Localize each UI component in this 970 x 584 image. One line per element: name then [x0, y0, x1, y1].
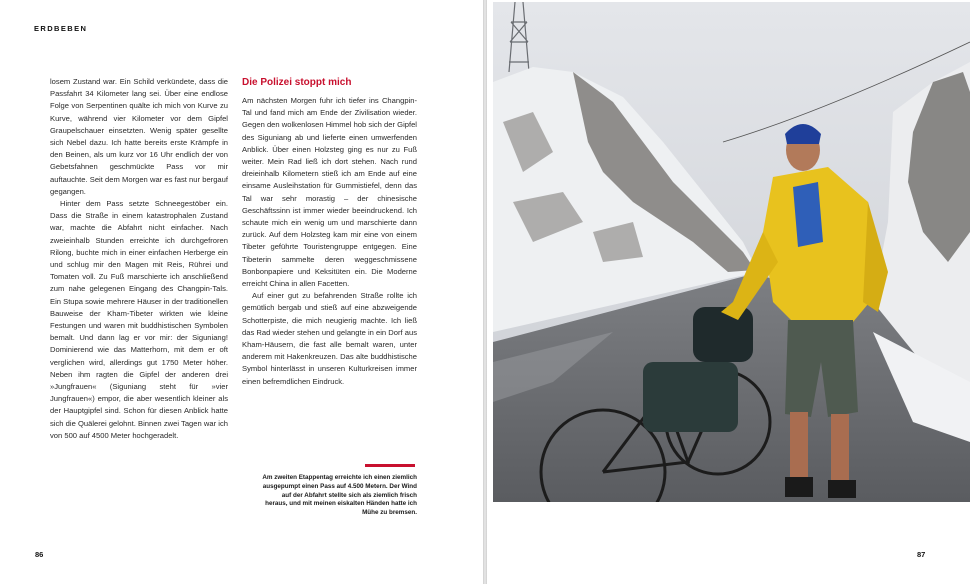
- left-text-column: [50, 76, 228, 442]
- paragraph: losem Zustand war. Ein Schild verkündete, dass die Passfahrt 34 Kilometer lang sei. Über eine endlose Folge von Serpentinen quälte ich mich von Kurve zu Kurve, während vier Kilometer vor dem Gipfel Graupelschauer einsetzten. Wenig später gesellte sich Nebel dazu. Ich hatte bereits erste Krämpfe in den Beinen, als um kurz vor 16 Uhr endlich der von Gebetsfahnen geschmückte Pass vor mir auftauchte. Seit dem Morgen war es fast nur bergauf gegangen.: [50, 77, 228, 196]
- paragraph: Hinter dem Pass setzte Schneegestöber ein. Dass die Straße in einem katastrophalen Zustand war, machte die Abfahrt nicht einfacher. Nach zweieinhalb Stunden erreichte ich durchgefroren Rilong, buchte mich in einer einfachen Herberge ein und schlug mir den Magen mit Reis, Rührei und Tomaten voll. Zu Fuß marschierte ich anschließend zum nahe gelegenen Eingang des Changpin-Tals. Ein Stupa sowie mehrere Häuser in der traditionellen Bauweise der Kham-Tibeter wirkten wie kleine Festungen und waren mit buddhistischen Symbolen bemalt. Und dann lag er vor mir: der Siguniang! Dominierend wie das Matterhorn, mit dem er oft verglichen wird, allerdings gut 1750 Meter höher. Neben ihm ragten die Gipfel der anderen drei »Jungfrauen« (Siguniang steht für »vier Jungfrauen«) empor, die aber wesentlich kleiner als der Hauptgipfel sind. Schon für diesen Anblick hatte sich die Quälerei gelohnt. Binnen zwei Tagen war ich von 500 auf 4500 Meter hochgeradelt.: [50, 199, 228, 440]
- right-page: [487, 0, 970, 584]
- cyclist-mountain-photo: [493, 2, 970, 502]
- page-number-right: 87: [917, 550, 926, 559]
- left-page: [0, 0, 483, 584]
- page-number-left: 86: [35, 550, 44, 559]
- paragraph: Am nächsten Morgen fuhr ich tiefer ins Changpin-Tal und fand mich am Ende der Zivilisation wieder. Gegen den wolkenlosen Himmel hob sich der Gipfel des Siguniang ab und lieferte einen umwerfenden Anblick. Über einen Holzsteg ging es nur zu Fuß weiter. Mein Rad ließ ich dort stehen. Nach rund dreieinhalb Kilometern stieß ich am Ende auf eine einsame Ausleihstation für Gummistiefel, denn das Tal war sehr morastig – der chinesische Geschäftssinn ist immer wieder beeindruckend. Ich schaute mich ein wenig um und marschierte dann zurück. Auf dem Holzsteg kam mir eine von einem Tibeter geführte Touristengruppe entgegen. Eine Tibeterin sammelte deren weggeschmissene Bonbonpapiere und Keksitüten ein. Die Moderne erreicht China in allen Facetten.: [242, 96, 417, 289]
- section-heading: Die Polizei stoppt mich: [242, 77, 352, 88]
- running-head: ERDBEBEN: [34, 24, 88, 33]
- photo-illustration: [493, 2, 970, 502]
- photo-caption: Am zweiten Etappentag erreichte ich einen ziemlich ausgepumpt einen Pass auf 4.500 Metern. Der Wind auf der Abfahrt stellte sich als ziemlich frisch heraus, und mit meinen eiskalten Händen hatte ich Mühe zu bremsen.: [262, 474, 417, 517]
- caption-rule: [365, 464, 415, 467]
- paragraph: Auf einer gut zu befahrenden Straße rollte ich gemütlich bergab und stieß auf eine abzweigende Schotterpiste, die mich neugierig machte. Ich ließ das Rad wieder stehen und gelangte in ein Dorf aus Kham-Häusern, die fast alle bemalt waren, unter anderem mit Hakenkreuzen. Das alte buddhistische Symbol hinterlässt in unseren Kulturkreisen immer einen befremdlichen Eindruck.: [242, 291, 417, 386]
- right-text-column: [242, 76, 417, 388]
